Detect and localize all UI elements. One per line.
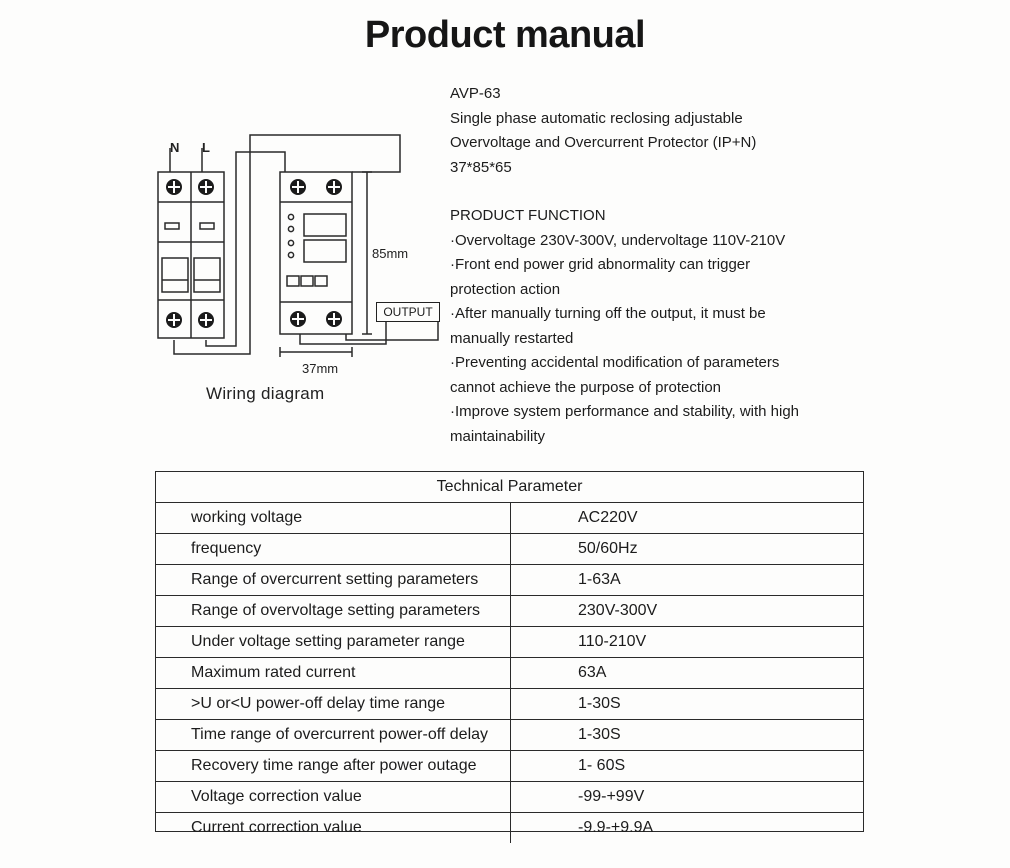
table-row [156,627,863,658]
wiring-diagram [150,130,450,376]
width-dimension: 37mm [302,361,339,376]
page-title: Product manual [364,14,646,56]
function-line: protection action [450,280,561,298]
table-row [156,565,863,596]
table-row [156,689,863,720]
param-name: Range of overcurrent setting parameters [156,565,511,595]
description-line: Overvoltage and Overcurrent Protector (IP+N) [450,134,757,151]
param-name: Range of overvoltage setting parameters [156,596,511,626]
output-label: OUTPUT [376,302,440,322]
param-name: Time range of overcurrent power-off delay [156,720,511,750]
product-size: 37*85*65 [450,158,512,176]
function-line: ·Overvoltage 230V-300V, undervoltage 110V-210V [450,231,786,249]
description-line: Single phase automatic reclosing adjustable [450,109,743,127]
table-row [156,782,863,813]
param-name: Recovery time range after power outage [156,751,511,781]
param-name: Maximum rated current [156,658,511,688]
param-name: Voltage correction value [156,782,511,812]
table-row [156,503,863,534]
function-line: ·After manually turning off the output, it must be [450,305,766,322]
function-line: manually restarted [450,329,574,347]
function-line: cannot achieve the purpose of protection [450,378,722,396]
table-heading: Technical Parameter [156,472,863,503]
param-value: AC220V [578,509,638,526]
param-value: 1-63A [578,571,621,588]
param-value: 1-30S [578,695,621,712]
function-line: ·Preventing accidental modification of parameters [450,354,780,371]
param-name: Current correction value [156,813,511,843]
param-value: -99-+99V [578,788,645,805]
wiring-diagram-caption: Wiring diagram [206,384,325,403]
table-row [156,658,863,689]
model-number: AVP-63 [450,85,501,102]
param-name: working voltage [156,503,511,533]
function-line: maintainability [450,427,546,445]
neutral-label: N [170,140,180,155]
table-row [156,813,863,843]
param-value: -9.9-+9.9A [578,819,654,836]
param-value: 50/60Hz [578,540,638,557]
param-name: Under voltage setting parameter range [156,627,511,657]
param-value: 110-210V [578,633,647,650]
function-line: ·Front end power grid abnormality can trigger [450,256,751,273]
technical-parameter-table [155,471,864,836]
line-label: L [202,140,210,155]
param-value: 63A [578,664,607,681]
function-line: ·Improve system performance and stability, with high [450,403,800,420]
param-value: 1- 60S [578,757,626,774]
table-row [156,596,863,627]
param-value: 230V-300V [578,602,658,619]
param-name: >U or<U power-off delay time range [156,689,511,719]
param-value: 1-30S [578,726,621,743]
height-dimension: 85mm [372,246,409,261]
function-heading: PRODUCT FUNCTION [450,207,606,224]
table-row [156,751,863,782]
param-name: frequency [156,534,511,564]
table-row [156,720,863,751]
table-row [156,534,863,565]
product-description [450,82,870,449]
